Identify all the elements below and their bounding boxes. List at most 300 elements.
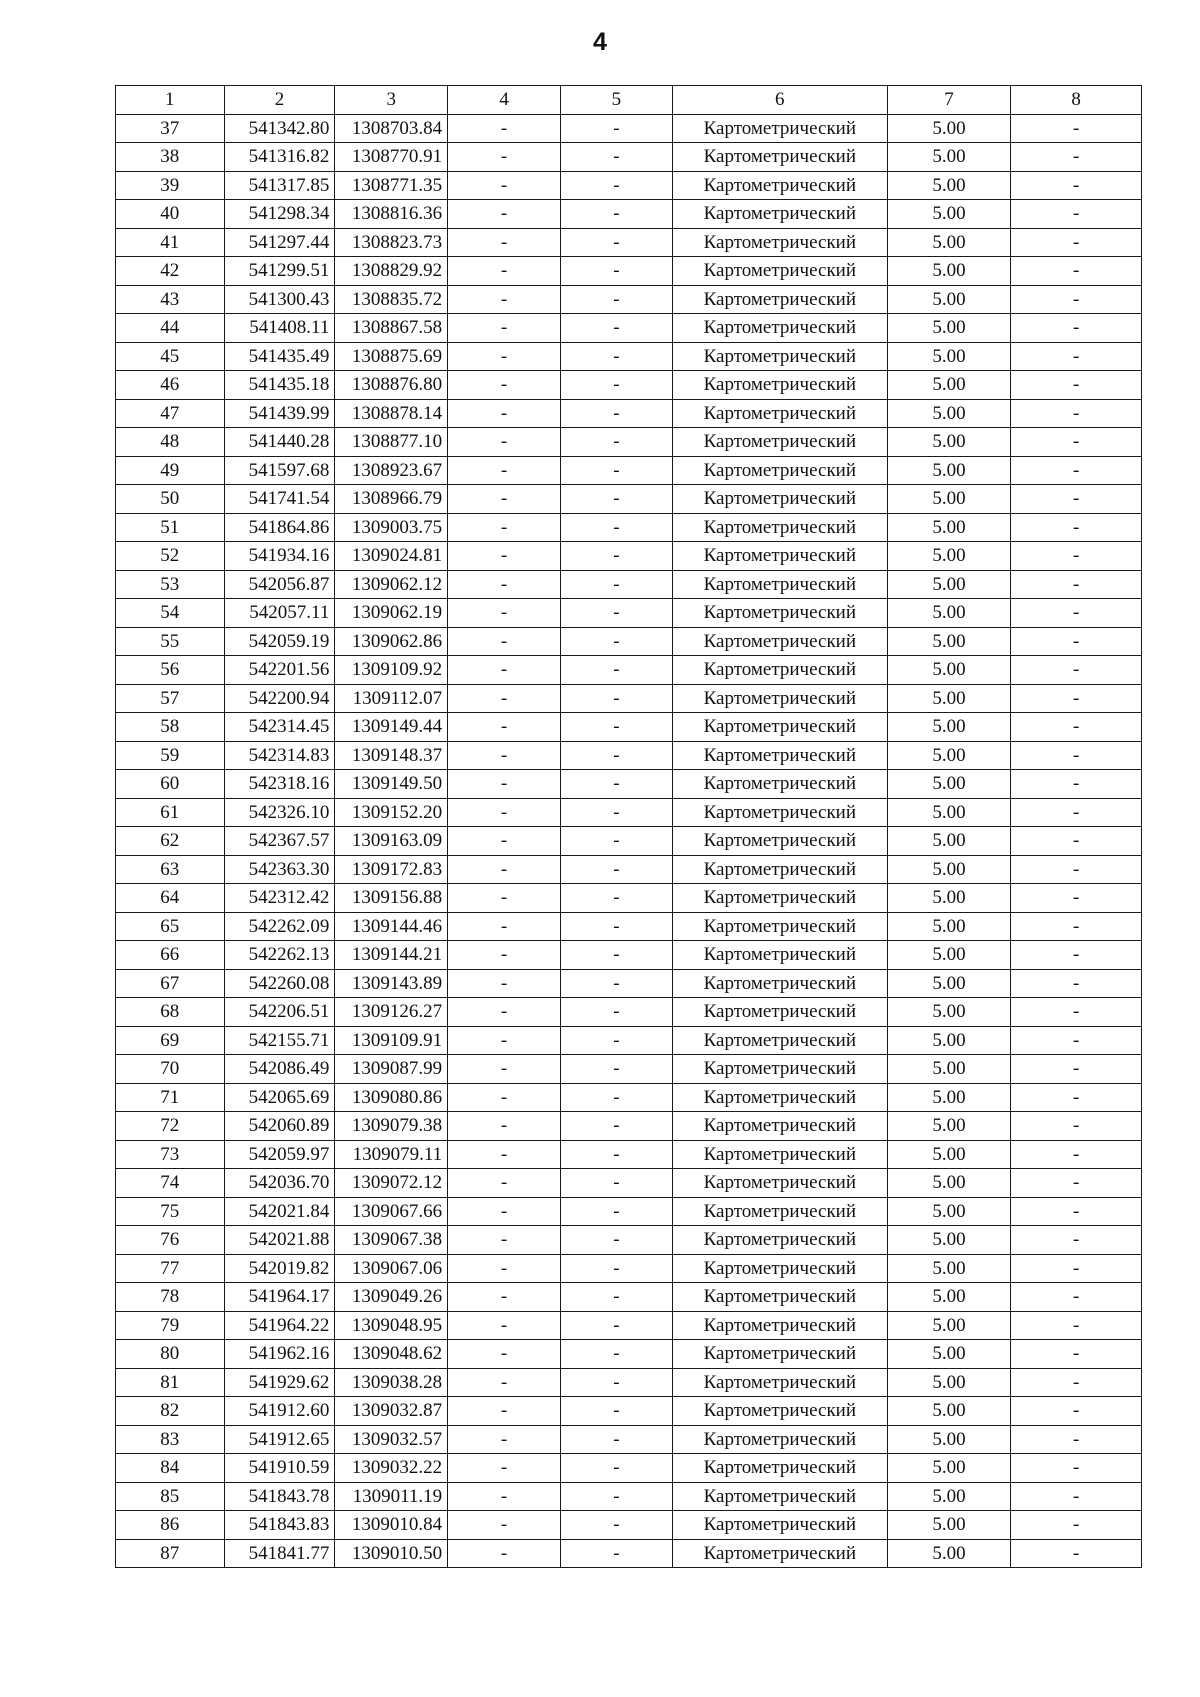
method-cell: Картометрический <box>672 998 887 1027</box>
col-8-cell: - <box>1011 1169 1142 1198</box>
x-coordinate-cell: 542060.89 <box>224 1112 335 1141</box>
y-coordinate-cell: 1309152.20 <box>335 798 448 827</box>
accuracy-cell: 5.00 <box>887 200 1010 229</box>
point-number-cell: 40 <box>116 200 225 229</box>
table-row <box>116 798 1142 827</box>
table-row <box>116 1539 1142 1568</box>
col-8-cell: - <box>1011 1425 1142 1454</box>
y-coordinate-cell: 1309049.26 <box>335 1283 448 1312</box>
col-8-cell: - <box>1011 741 1142 770</box>
col-8-cell: - <box>1011 513 1142 542</box>
col-4-cell: - <box>448 285 561 314</box>
col-5-cell: - <box>560 627 672 656</box>
y-coordinate-cell: 1308703.84 <box>335 114 448 143</box>
table-row <box>116 599 1142 628</box>
x-coordinate-cell: 541435.18 <box>224 371 335 400</box>
col-8-cell: - <box>1011 1055 1142 1084</box>
col-8-cell: - <box>1011 770 1142 799</box>
point-number-cell: 48 <box>116 428 225 457</box>
table-row <box>116 684 1142 713</box>
y-coordinate-cell: 1309163.09 <box>335 827 448 856</box>
col-5-cell: - <box>560 1140 672 1169</box>
method-cell: Картометрический <box>672 428 887 457</box>
y-coordinate-cell: 1309010.50 <box>335 1539 448 1568</box>
col-5-cell: - <box>560 1454 672 1483</box>
col-5-cell: - <box>560 285 672 314</box>
header-cell-2: 2 <box>224 86 335 115</box>
table-row <box>116 428 1142 457</box>
point-number-cell: 38 <box>116 143 225 172</box>
col-5-cell: - <box>560 114 672 143</box>
col-4-cell: - <box>448 1254 561 1283</box>
method-cell: Картометрический <box>672 371 887 400</box>
x-coordinate-cell: 542086.49 <box>224 1055 335 1084</box>
y-coordinate-cell: 1309087.99 <box>335 1055 448 1084</box>
x-coordinate-cell: 541299.51 <box>224 257 335 286</box>
y-coordinate-cell: 1309148.37 <box>335 741 448 770</box>
y-coordinate-cell: 1308923.67 <box>335 456 448 485</box>
table-row <box>116 1397 1142 1426</box>
col-4-cell: - <box>448 1226 561 1255</box>
method-cell: Картометрический <box>672 1226 887 1255</box>
y-coordinate-cell: 1308771.35 <box>335 171 448 200</box>
col-5-cell: - <box>560 713 672 742</box>
col-8-cell: - <box>1011 257 1142 286</box>
coordinates-table <box>115 85 1142 1568</box>
point-number-cell: 82 <box>116 1397 225 1426</box>
method-cell: Картометрический <box>672 1254 887 1283</box>
col-4-cell: - <box>448 171 561 200</box>
col-5-cell: - <box>560 171 672 200</box>
point-number-cell: 52 <box>116 542 225 571</box>
x-coordinate-cell: 541910.59 <box>224 1454 335 1483</box>
accuracy-cell: 5.00 <box>887 599 1010 628</box>
col-5-cell: - <box>560 741 672 770</box>
accuracy-cell: 5.00 <box>887 257 1010 286</box>
col-5-cell: - <box>560 684 672 713</box>
method-cell: Картометрический <box>672 171 887 200</box>
point-number-cell: 84 <box>116 1454 225 1483</box>
accuracy-cell: 5.00 <box>887 627 1010 656</box>
y-coordinate-cell: 1309126.27 <box>335 998 448 1027</box>
method-cell: Картометрический <box>672 342 887 371</box>
y-coordinate-cell: 1309067.38 <box>335 1226 448 1255</box>
col-4-cell: - <box>448 1283 561 1312</box>
x-coordinate-cell: 542019.82 <box>224 1254 335 1283</box>
accuracy-cell: 5.00 <box>887 656 1010 685</box>
col-5-cell: - <box>560 513 672 542</box>
col-4-cell: - <box>448 1112 561 1141</box>
point-number-cell: 66 <box>116 941 225 970</box>
point-number-cell: 42 <box>116 257 225 286</box>
y-coordinate-cell: 1308816.36 <box>335 200 448 229</box>
y-coordinate-cell: 1309003.75 <box>335 513 448 542</box>
x-coordinate-cell: 542036.70 <box>224 1169 335 1198</box>
x-coordinate-cell: 541934.16 <box>224 542 335 571</box>
col-5-cell: - <box>560 485 672 514</box>
x-coordinate-cell: 542155.71 <box>224 1026 335 1055</box>
point-number-cell: 51 <box>116 513 225 542</box>
accuracy-cell: 5.00 <box>887 1283 1010 1312</box>
col-4-cell: - <box>448 1083 561 1112</box>
col-5-cell: - <box>560 570 672 599</box>
col-4-cell: - <box>448 114 561 143</box>
method-cell: Картометрический <box>672 770 887 799</box>
col-5-cell: - <box>560 1425 672 1454</box>
y-coordinate-cell: 1308770.91 <box>335 143 448 172</box>
col-4-cell: - <box>448 798 561 827</box>
accuracy-cell: 5.00 <box>887 342 1010 371</box>
point-number-cell: 83 <box>116 1425 225 1454</box>
table-row <box>116 1425 1142 1454</box>
col-8-cell: - <box>1011 542 1142 571</box>
x-coordinate-cell: 541843.78 <box>224 1482 335 1511</box>
table-row <box>116 114 1142 143</box>
x-coordinate-cell: 541864.86 <box>224 513 335 542</box>
table-row <box>116 228 1142 257</box>
method-cell: Картометрический <box>672 627 887 656</box>
x-coordinate-cell: 542201.56 <box>224 656 335 685</box>
x-coordinate-cell: 541298.34 <box>224 200 335 229</box>
accuracy-cell: 5.00 <box>887 1311 1010 1340</box>
y-coordinate-cell: 1309149.44 <box>335 713 448 742</box>
point-number-cell: 71 <box>116 1083 225 1112</box>
col-5-cell: - <box>560 827 672 856</box>
point-number-cell: 54 <box>116 599 225 628</box>
table-row <box>116 1311 1142 1340</box>
col-4-cell: - <box>448 599 561 628</box>
y-coordinate-cell: 1309156.88 <box>335 884 448 913</box>
col-5-cell: - <box>560 941 672 970</box>
table-row <box>116 741 1142 770</box>
col-4-cell: - <box>448 513 561 542</box>
table-row <box>116 200 1142 229</box>
x-coordinate-cell: 542318.16 <box>224 770 335 799</box>
point-number-cell: 60 <box>116 770 225 799</box>
table-row <box>116 1112 1142 1141</box>
x-coordinate-cell: 542260.08 <box>224 969 335 998</box>
x-coordinate-cell: 542367.57 <box>224 827 335 856</box>
method-cell: Картометрический <box>672 827 887 856</box>
x-coordinate-cell: 542206.51 <box>224 998 335 1027</box>
x-coordinate-cell: 542262.09 <box>224 912 335 941</box>
method-cell: Картометрический <box>672 741 887 770</box>
table-row <box>116 884 1142 913</box>
method-cell: Картометрический <box>672 884 887 913</box>
header-cell-5: 5 <box>560 86 672 115</box>
accuracy-cell: 5.00 <box>887 228 1010 257</box>
y-coordinate-cell: 1309010.84 <box>335 1511 448 1540</box>
y-coordinate-cell: 1309067.06 <box>335 1254 448 1283</box>
method-cell: Картометрический <box>672 1140 887 1169</box>
col-8-cell: - <box>1011 1340 1142 1369</box>
col-8-cell: - <box>1011 998 1142 1027</box>
method-cell: Картометрический <box>672 912 887 941</box>
col-8-cell: - <box>1011 200 1142 229</box>
y-coordinate-cell: 1309143.89 <box>335 969 448 998</box>
accuracy-cell: 5.00 <box>887 1397 1010 1426</box>
col-5-cell: - <box>560 200 672 229</box>
x-coordinate-cell: 541316.82 <box>224 143 335 172</box>
point-number-cell: 50 <box>116 485 225 514</box>
x-coordinate-cell: 542312.42 <box>224 884 335 913</box>
accuracy-cell: 5.00 <box>887 1368 1010 1397</box>
accuracy-cell: 5.00 <box>887 713 1010 742</box>
point-number-cell: 72 <box>116 1112 225 1141</box>
method-cell: Картометрический <box>672 314 887 343</box>
col-5-cell: - <box>560 1197 672 1226</box>
point-number-cell: 76 <box>116 1226 225 1255</box>
method-cell: Картометрический <box>672 257 887 286</box>
accuracy-cell: 5.00 <box>887 143 1010 172</box>
col-8-cell: - <box>1011 1368 1142 1397</box>
col-4-cell: - <box>448 684 561 713</box>
x-coordinate-cell: 542059.97 <box>224 1140 335 1169</box>
table-row <box>116 1169 1142 1198</box>
method-cell: Картометрический <box>672 456 887 485</box>
table-row <box>116 1340 1142 1369</box>
col-8-cell: - <box>1011 1397 1142 1426</box>
method-cell: Картометрический <box>672 1425 887 1454</box>
y-coordinate-cell: 1309144.21 <box>335 941 448 970</box>
col-8-cell: - <box>1011 428 1142 457</box>
method-cell: Картометрический <box>672 855 887 884</box>
method-cell: Картометрический <box>672 1539 887 1568</box>
col-4-cell: - <box>448 627 561 656</box>
x-coordinate-cell: 542326.10 <box>224 798 335 827</box>
method-cell: Картометрический <box>672 656 887 685</box>
col-5-cell: - <box>560 428 672 457</box>
point-number-cell: 55 <box>116 627 225 656</box>
table-row <box>116 1140 1142 1169</box>
col-5-cell: - <box>560 342 672 371</box>
accuracy-cell: 5.00 <box>887 1197 1010 1226</box>
col-4-cell: - <box>448 1454 561 1483</box>
method-cell: Картометрический <box>672 1368 887 1397</box>
col-5-cell: - <box>560 1283 672 1312</box>
method-cell: Картометрический <box>672 1454 887 1483</box>
col-4-cell: - <box>448 570 561 599</box>
x-coordinate-cell: 541964.17 <box>224 1283 335 1312</box>
y-coordinate-cell: 1309048.95 <box>335 1311 448 1340</box>
header-cell-4: 4 <box>448 86 561 115</box>
method-cell: Картометрический <box>672 1197 887 1226</box>
point-number-cell: 58 <box>116 713 225 742</box>
col-4-cell: - <box>448 1169 561 1198</box>
method-cell: Картометрический <box>672 1083 887 1112</box>
x-coordinate-cell: 542314.45 <box>224 713 335 742</box>
col-5-cell: - <box>560 1311 672 1340</box>
point-number-cell: 44 <box>116 314 225 343</box>
col-4-cell: - <box>448 428 561 457</box>
col-8-cell: - <box>1011 884 1142 913</box>
table-row <box>116 1511 1142 1540</box>
table-row <box>116 456 1142 485</box>
x-coordinate-cell: 541297.44 <box>224 228 335 257</box>
y-coordinate-cell: 1309032.87 <box>335 1397 448 1426</box>
method-cell: Картометрический <box>672 1397 887 1426</box>
table-row <box>116 969 1142 998</box>
col-5-cell: - <box>560 542 672 571</box>
col-4-cell: - <box>448 1311 561 1340</box>
accuracy-cell: 5.00 <box>887 1169 1010 1198</box>
table-row <box>116 485 1142 514</box>
col-5-cell: - <box>560 456 672 485</box>
accuracy-cell: 5.00 <box>887 1055 1010 1084</box>
table-row <box>116 998 1142 1027</box>
y-coordinate-cell: 1309144.46 <box>335 912 448 941</box>
accuracy-cell: 5.00 <box>887 399 1010 428</box>
col-5-cell: - <box>560 1482 672 1511</box>
method-cell: Картометрический <box>672 1482 887 1511</box>
y-coordinate-cell: 1309062.86 <box>335 627 448 656</box>
col-8-cell: - <box>1011 570 1142 599</box>
point-number-cell: 61 <box>116 798 225 827</box>
accuracy-cell: 5.00 <box>887 798 1010 827</box>
table-row <box>116 314 1142 343</box>
header-cell-6: 6 <box>672 86 887 115</box>
table-row <box>116 1254 1142 1283</box>
y-coordinate-cell: 1309032.22 <box>335 1454 448 1483</box>
accuracy-cell: 5.00 <box>887 542 1010 571</box>
y-coordinate-cell: 1309112.07 <box>335 684 448 713</box>
col-5-cell: - <box>560 912 672 941</box>
col-4-cell: - <box>448 1055 561 1084</box>
col-8-cell: - <box>1011 456 1142 485</box>
accuracy-cell: 5.00 <box>887 1425 1010 1454</box>
point-number-cell: 67 <box>116 969 225 998</box>
y-coordinate-cell: 1309109.92 <box>335 656 448 685</box>
col-8-cell: - <box>1011 143 1142 172</box>
x-coordinate-cell: 541962.16 <box>224 1340 335 1369</box>
col-4-cell: - <box>448 456 561 485</box>
method-cell: Картометрический <box>672 114 887 143</box>
x-coordinate-cell: 541912.65 <box>224 1425 335 1454</box>
y-coordinate-cell: 1308877.10 <box>335 428 448 457</box>
col-4-cell: - <box>448 1425 561 1454</box>
point-number-cell: 63 <box>116 855 225 884</box>
accuracy-cell: 5.00 <box>887 1511 1010 1540</box>
point-number-cell: 47 <box>116 399 225 428</box>
col-4-cell: - <box>448 827 561 856</box>
accuracy-cell: 5.00 <box>887 485 1010 514</box>
y-coordinate-cell: 1309011.19 <box>335 1482 448 1511</box>
method-cell: Картометрический <box>672 485 887 514</box>
col-5-cell: - <box>560 798 672 827</box>
x-coordinate-cell: 541317.85 <box>224 171 335 200</box>
col-4-cell: - <box>448 1397 561 1426</box>
accuracy-cell: 5.00 <box>887 1112 1010 1141</box>
col-5-cell: - <box>560 1511 672 1540</box>
table-row <box>116 827 1142 856</box>
accuracy-cell: 5.00 <box>887 1226 1010 1255</box>
col-4-cell: - <box>448 713 561 742</box>
y-coordinate-cell: 1308835.72 <box>335 285 448 314</box>
y-coordinate-cell: 1308867.58 <box>335 314 448 343</box>
accuracy-cell: 5.00 <box>887 1482 1010 1511</box>
accuracy-cell: 5.00 <box>887 1539 1010 1568</box>
x-coordinate-cell: 541741.54 <box>224 485 335 514</box>
point-number-cell: 75 <box>116 1197 225 1226</box>
method-cell: Картометрический <box>672 542 887 571</box>
col-5-cell: - <box>560 1226 672 1255</box>
col-4-cell: - <box>448 399 561 428</box>
table-body <box>116 86 1142 1568</box>
col-5-cell: - <box>560 998 672 1027</box>
point-number-cell: 37 <box>116 114 225 143</box>
x-coordinate-cell: 541964.22 <box>224 1311 335 1340</box>
table-row <box>116 941 1142 970</box>
point-number-cell: 80 <box>116 1340 225 1369</box>
point-number-cell: 45 <box>116 342 225 371</box>
y-coordinate-cell: 1309062.19 <box>335 599 448 628</box>
x-coordinate-cell: 542363.30 <box>224 855 335 884</box>
col-5-cell: - <box>560 1055 672 1084</box>
x-coordinate-cell: 541440.28 <box>224 428 335 457</box>
col-5-cell: - <box>560 371 672 400</box>
method-cell: Картометрический <box>672 1340 887 1369</box>
header-cell-1: 1 <box>116 86 225 115</box>
point-number-cell: 65 <box>116 912 225 941</box>
col-8-cell: - <box>1011 656 1142 685</box>
point-number-cell: 85 <box>116 1482 225 1511</box>
table-row <box>116 342 1142 371</box>
col-4-cell: - <box>448 485 561 514</box>
col-5-cell: - <box>560 399 672 428</box>
col-8-cell: - <box>1011 1026 1142 1055</box>
method-cell: Картометрический <box>672 570 887 599</box>
table-row <box>116 1482 1142 1511</box>
x-coordinate-cell: 541843.83 <box>224 1511 335 1540</box>
y-coordinate-cell: 1309149.50 <box>335 770 448 799</box>
col-4-cell: - <box>448 855 561 884</box>
y-coordinate-cell: 1308829.92 <box>335 257 448 286</box>
y-coordinate-cell: 1309079.11 <box>335 1140 448 1169</box>
col-5-cell: - <box>560 1254 672 1283</box>
col-5-cell: - <box>560 1539 672 1568</box>
x-coordinate-cell: 542262.13 <box>224 941 335 970</box>
col-5-cell: - <box>560 1368 672 1397</box>
col-8-cell: - <box>1011 1226 1142 1255</box>
table-row <box>116 1283 1142 1312</box>
col-5-cell: - <box>560 969 672 998</box>
accuracy-cell: 5.00 <box>887 428 1010 457</box>
x-coordinate-cell: 541841.77 <box>224 1539 335 1568</box>
col-4-cell: - <box>448 912 561 941</box>
accuracy-cell: 5.00 <box>887 827 1010 856</box>
header-cell-7: 7 <box>887 86 1010 115</box>
col-4-cell: - <box>448 143 561 172</box>
accuracy-cell: 5.00 <box>887 114 1010 143</box>
table-row <box>116 371 1142 400</box>
col-8-cell: - <box>1011 969 1142 998</box>
point-number-cell: 49 <box>116 456 225 485</box>
x-coordinate-cell: 541912.60 <box>224 1397 335 1426</box>
col-4-cell: - <box>448 314 561 343</box>
method-cell: Картометрический <box>672 1112 887 1141</box>
y-coordinate-cell: 1309048.62 <box>335 1340 448 1369</box>
accuracy-cell: 5.00 <box>887 855 1010 884</box>
method-cell: Картометрический <box>672 285 887 314</box>
col-5-cell: - <box>560 599 672 628</box>
table-row <box>116 513 1142 542</box>
col-8-cell: - <box>1011 171 1142 200</box>
point-number-cell: 68 <box>116 998 225 1027</box>
col-8-cell: - <box>1011 713 1142 742</box>
col-4-cell: - <box>448 200 561 229</box>
y-coordinate-cell: 1309080.86 <box>335 1083 448 1112</box>
col-5-cell: - <box>560 143 672 172</box>
